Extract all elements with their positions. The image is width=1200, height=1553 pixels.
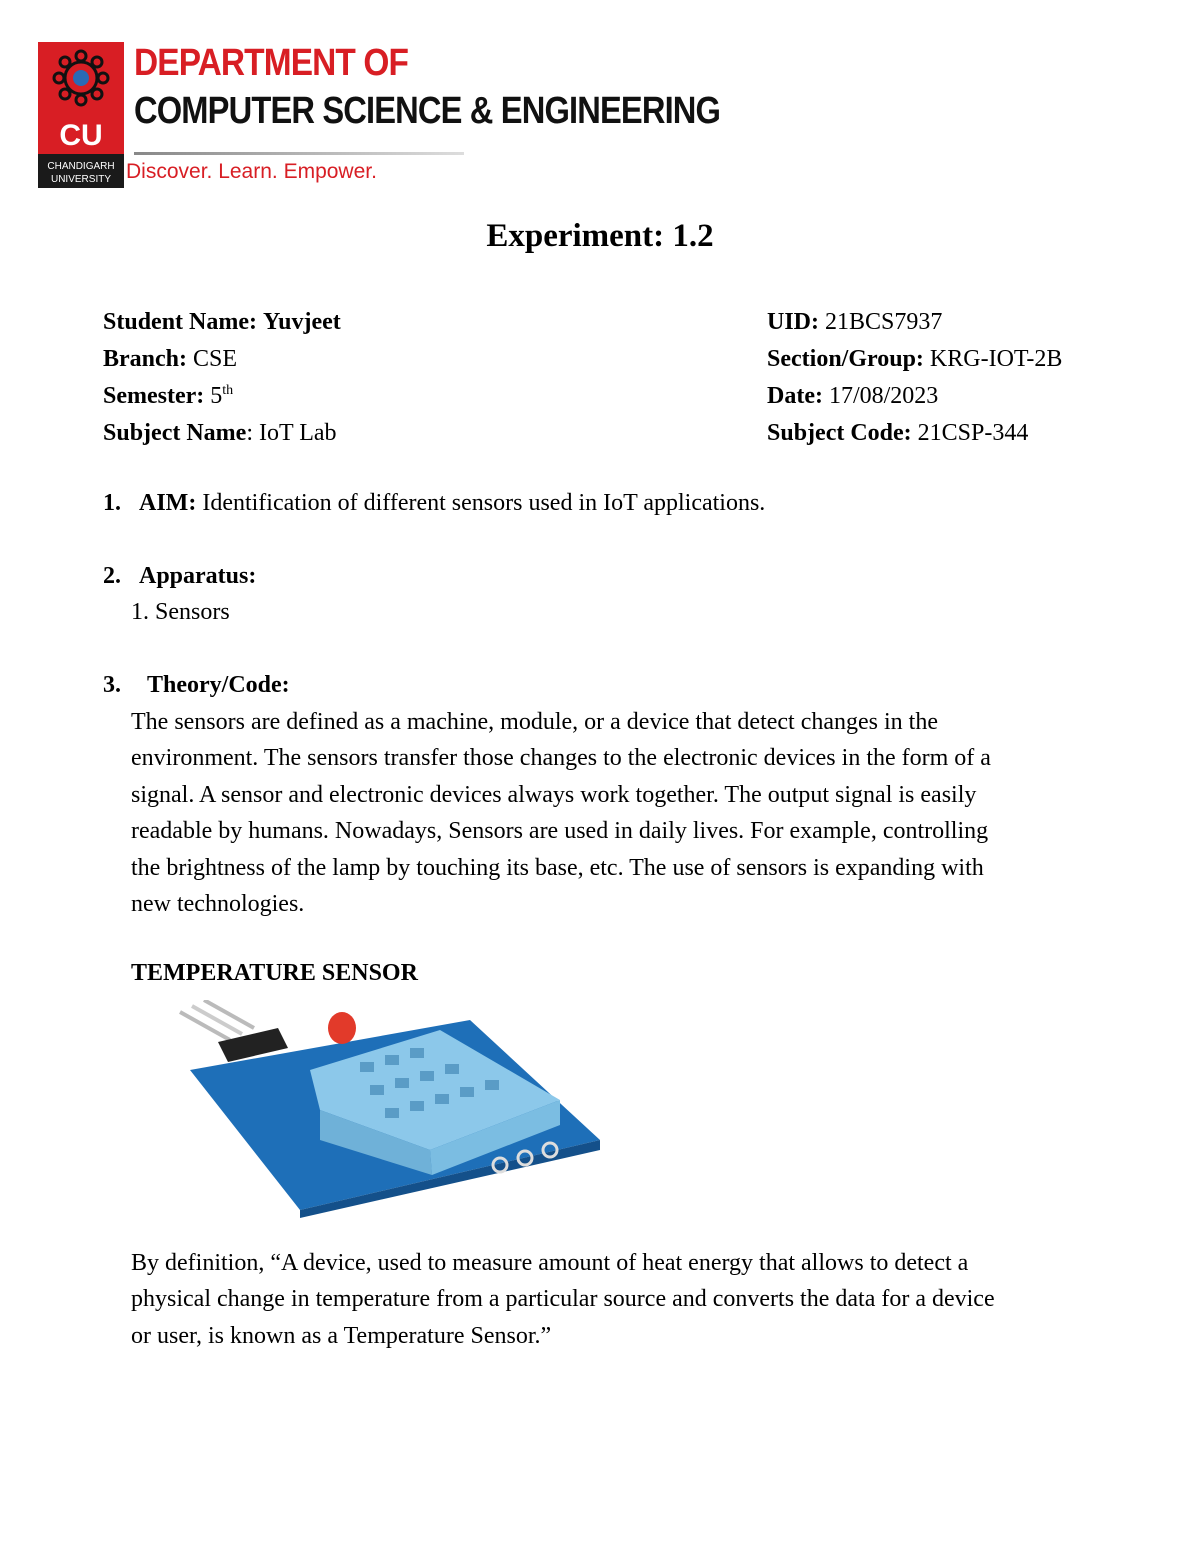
theory-paragraph: The sensors are defined as a machine, module, or a device that detect changes in the environment. The sensors transfer those changes to the electronic devices in the form of a signal. A sensor and electronic devices always work together. The output signal is easily readable by humans. Nowadays, Sensors are used in daily lives. For example, controlling the brightness of the lamp by touching its base, etc. The use of sensors is expanding with new technologies.: [131, 709, 991, 918]
semester-row: Semester: 5th: [103, 383, 234, 409]
student-info-left: [103, 304, 341, 452]
date-row: Date: 17/08/2023: [767, 383, 939, 409]
temperature-sensor-image: [170, 1000, 610, 1220]
header-divider: [134, 152, 464, 155]
subject-code-row: Subject Code: 21CSP-344: [767, 420, 1029, 446]
university-logo: [38, 42, 124, 188]
temperature-sensor-heading: TEMPERATURE SENSOR: [131, 960, 418, 986]
apparatus-item: 1. Sensors: [131, 599, 230, 625]
aim-section: 1. AIM: Identification of different sensors used in IoT applications.: [103, 490, 766, 516]
branch-row: Branch: CSE: [103, 346, 238, 372]
svg-text:CHANDIGARH: CHANDIGARH: [47, 161, 115, 172]
svg-text:UNIVERSITY: UNIVERSITY: [50, 174, 112, 185]
student-name-row: Student Name: Yuvjeet: [103, 309, 341, 335]
department-line1: DEPARTMENT OF: [134, 42, 409, 84]
apparatus-heading: 2. Apparatus:: [103, 563, 257, 589]
department-header: [38, 42, 738, 190]
subject-name-row: Subject Name: IoT Lab: [103, 420, 337, 446]
logo-cu-text: CU: [59, 119, 103, 152]
experiment-title: Experiment: 1.2: [486, 218, 714, 254]
department-line2: COMPUTER SCIENCE & ENGINEERING: [134, 90, 721, 132]
uid-row: UID: 21BCS7937: [767, 309, 943, 335]
student-info-right: [767, 304, 1062, 452]
theory-heading: 3. Theory/Code:: [103, 672, 290, 698]
section-row: Section/Group: KRG-IOT-2B: [767, 346, 1063, 372]
cu-logo-icon: [38, 42, 124, 188]
dht11-sensor-icon: [170, 1000, 610, 1220]
tagline: Discover. Learn. Empower.: [126, 160, 377, 183]
temperature-definition: By definition, “A device, used to measure amount of heat energy that allows to detect a physical change in temperature from a particular source and converts the data for a device or user, is known as a Temperature Sensor.”: [131, 1250, 995, 1349]
